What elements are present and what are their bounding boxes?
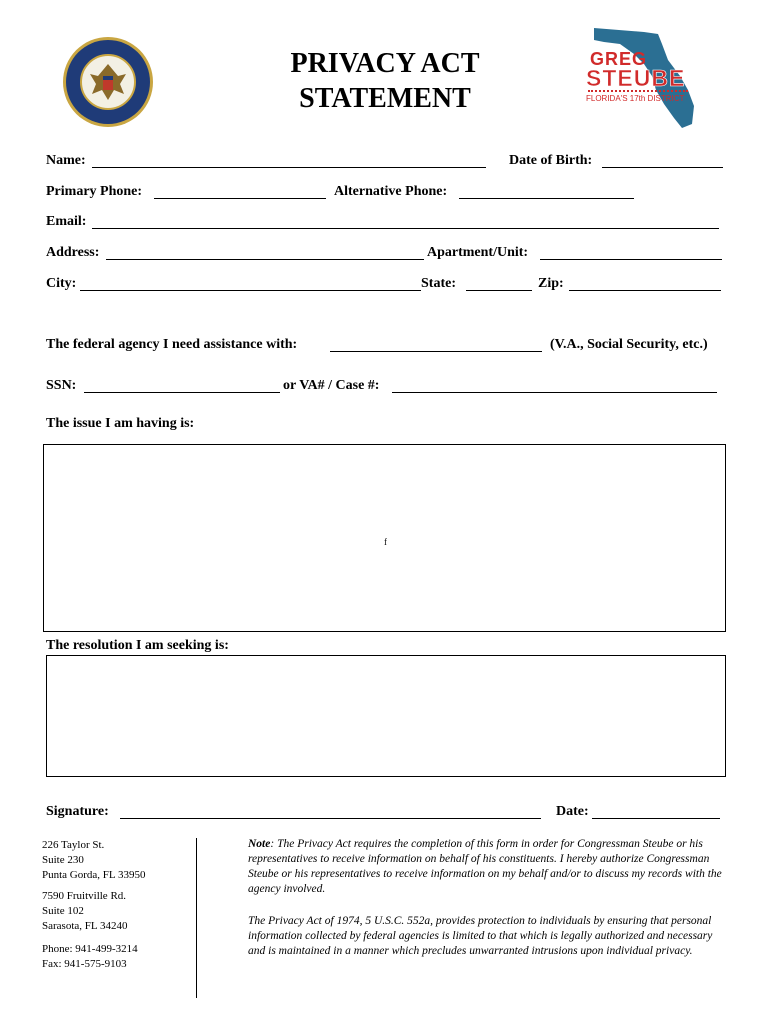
agency-label: The federal agency I need assistance with:: [46, 337, 298, 352]
logo-tagline: FLORIDA'S 17th DISTRICT: [586, 94, 685, 103]
office-address-2: [42, 889, 127, 934]
issue-textbox[interactable]: [43, 444, 726, 632]
apartment-field[interactable]: [540, 259, 722, 260]
logo-name-first: GREG: [590, 49, 648, 69]
name-field[interactable]: [92, 167, 486, 168]
office-1-line-3: Punta Gorda, FL 33950: [42, 869, 146, 881]
issue-label: The issue I am having is:: [46, 416, 195, 431]
city-label: City:: [46, 276, 77, 291]
primary-phone-label: Primary Phone:: [46, 184, 143, 199]
primary-phone-field[interactable]: [154, 198, 326, 199]
state-field[interactable]: [466, 290, 532, 291]
issue-stray-mark: f: [384, 537, 387, 547]
dob-field[interactable]: [602, 167, 723, 168]
office-1-line-1: 226 Taylor St.: [42, 839, 105, 851]
phone-number: Phone: 941-499-3214: [42, 943, 138, 955]
privacy-act-text: The Privacy Act of 1974, 5 U.S.C. 552a, provides protection to individuals by ensuring that personal information collected by federal agencies is limited to that which is legally authorized and necessary and is maintained in a manner which precludes unwarranted intrusions upon individual privacy.: [248, 915, 713, 957]
logo-stars: [588, 90, 688, 92]
resolution-textbox[interactable]: [46, 655, 726, 777]
office-2-line-3: Sarasota, FL 34240: [42, 920, 128, 932]
alt-phone-label: Alternative Phone:: [334, 184, 448, 199]
case-label: or VA# / Case #:: [283, 378, 380, 393]
office-2-line-2: Suite 102: [42, 905, 84, 917]
ssn-field[interactable]: [84, 392, 280, 393]
address-label: Address:: [46, 245, 100, 260]
footer-divider: [196, 838, 197, 998]
city-field[interactable]: [80, 290, 421, 291]
apartment-label: Apartment/Unit:: [427, 245, 529, 260]
office-1-line-2: Suite 230: [42, 854, 84, 866]
email-field[interactable]: [92, 228, 719, 229]
alt-phone-field[interactable]: [459, 198, 634, 199]
title-line-2: STATEMENT: [299, 83, 471, 114]
office-2-line-1: 7590 Fruitville Rd.: [42, 890, 127, 902]
office-contact: [42, 942, 138, 972]
signature-label: Signature:: [46, 804, 109, 819]
zip-field[interactable]: [569, 290, 721, 291]
signature-field[interactable]: [120, 818, 541, 819]
title-line-1: PRIVACY ACT: [290, 48, 480, 79]
office-address-1: [42, 838, 145, 883]
zip-label: Zip:: [538, 276, 564, 291]
privacy-note: [248, 837, 722, 897]
logo-name-last: STEUBE: [586, 65, 686, 91]
agency-examples: (V.A., Social Security, etc.): [550, 337, 708, 352]
date-field[interactable]: [592, 818, 720, 819]
resolution-label: The resolution I am seeking is:: [46, 638, 229, 653]
date-label: Date:: [556, 804, 589, 819]
note-text: : The Privacy Act requires the completion of this form in order for Congressman Steube or his representatives to receive information on behalf of his constituents. I hereby authorize Congressman Steube or his representatives to receive information on my behalf and/or to discuss my records with the agency involved.: [248, 838, 722, 895]
address-field[interactable]: [106, 259, 424, 260]
name-label: Name:: [46, 153, 86, 168]
ssn-label: SSN:: [46, 378, 77, 393]
note-label: Note: [248, 838, 271, 850]
email-label: Email:: [46, 214, 87, 229]
fax-number: Fax: 941-575-9103: [42, 958, 127, 970]
steube-logo: [584, 24, 704, 132]
dob-label: Date of Birth:: [509, 153, 593, 168]
state-label: State:: [421, 276, 456, 291]
agency-field[interactable]: [330, 351, 542, 352]
case-field[interactable]: [392, 392, 717, 393]
